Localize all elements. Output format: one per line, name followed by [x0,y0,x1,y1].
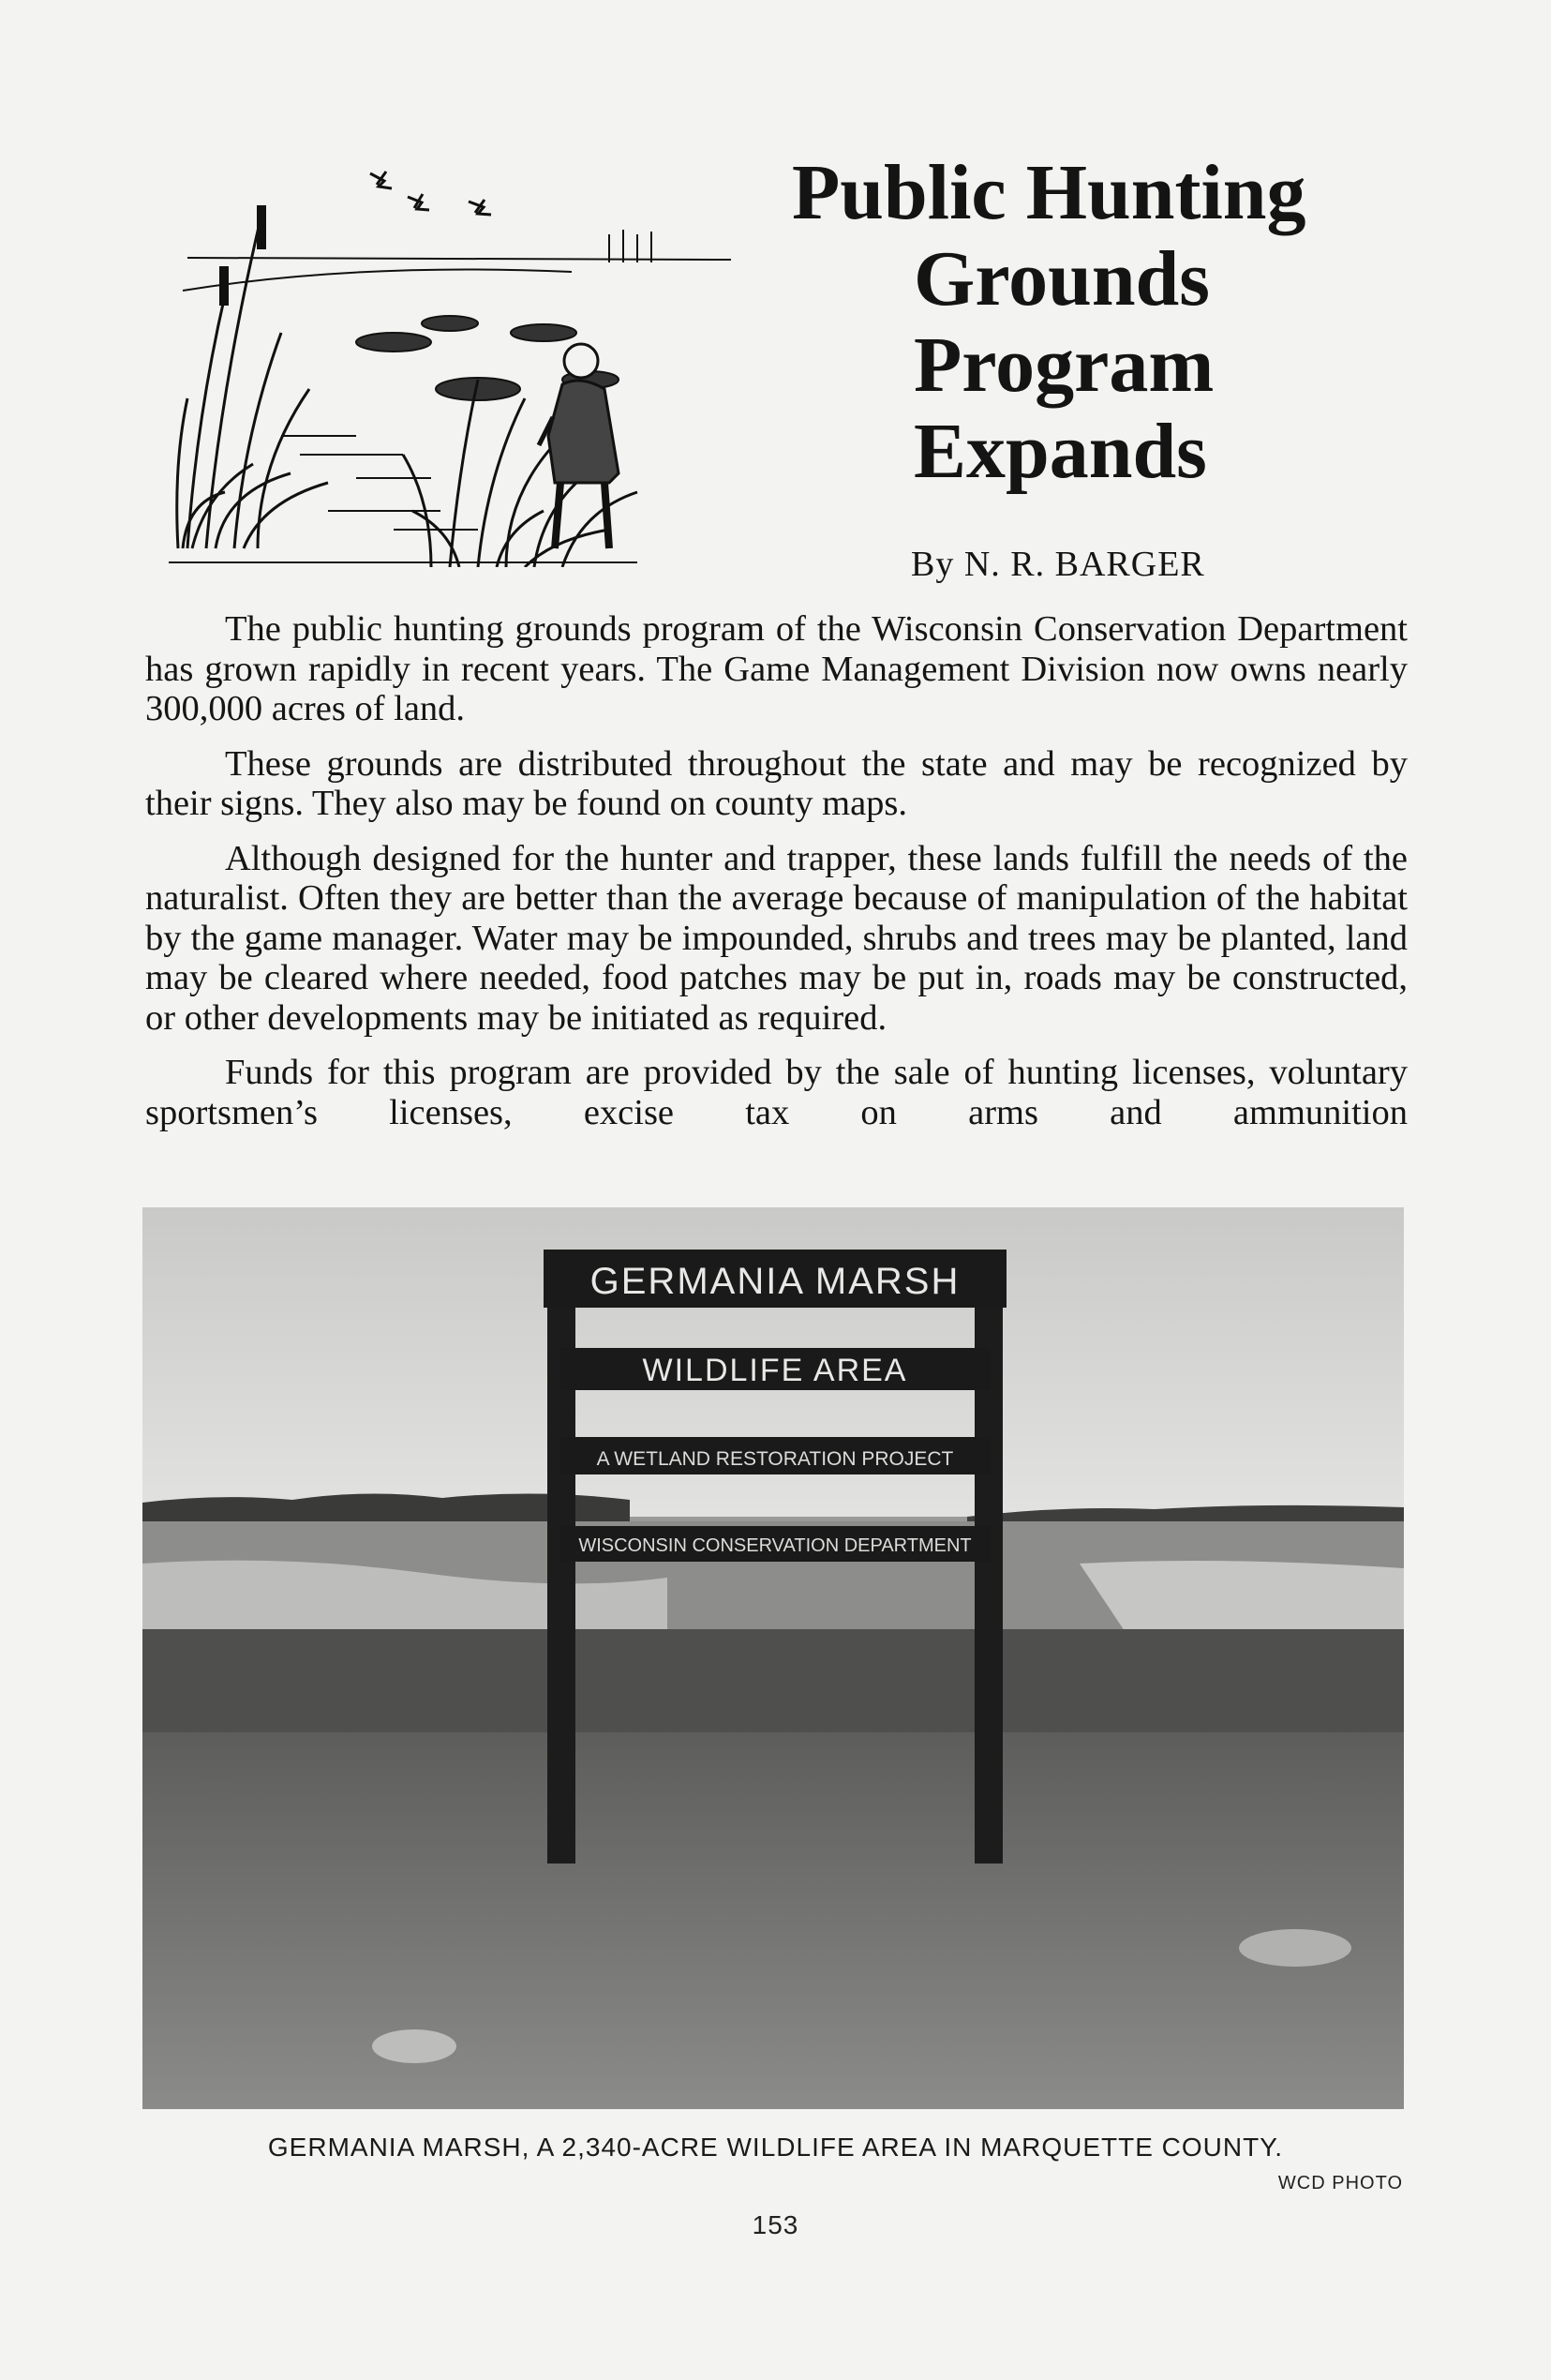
byline: By N. R. BARGER [911,545,1205,584]
title-line: Expands [914,408,1207,495]
photo-caption: GERMANIA MARSH, A 2,340-ACRE WILDLIFE AREA IN MARQUETTE COUNTY. [267,2133,1284,2162]
sign-line-2: WILDLIFE AREA [642,1353,908,1388]
article-title [792,150,1448,495]
sign-line-1: GERMANIA MARSH [589,1261,961,1302]
title-line: Program [914,322,1215,409]
page-number: 153 [752,2210,799,2239]
sign-line-3: A WETLAND RESTORATION PROJECT [596,1448,954,1470]
title-line: Grounds [914,235,1210,322]
title-line: Public Hunting [792,149,1306,236]
paragraph: Although designed for the hunter and trapper, these lands fulfill the needs of the naturalist. Often they are better than the average because of manipulation of the habitat by the game manager. Water may be impounded, shrubs and trees may be planted, land may be cleared where needed, food patches may be put in, roads may be constructed, or other developments may be initiated as required. [145,838,1408,1038]
photo-credit: WCD PHOTO [1277,2173,1403,2193]
germania-marsh-photo [142,1207,1404,2109]
paragraph: The public hunting grounds program of the Wisconsin Conservation Department has grown rapidly in recent years. The Game Management Division now owns nearly 300,000 acres of land. [145,609,1408,728]
article-body [145,609,1408,1147]
marsh-hunter-illustration [169,155,740,567]
paragraph: Funds for this program are provided by the sale of hunting licenses, voluntary sportsmen’s licenses, excise tax on arms and ammunition [145,1053,1408,1132]
paragraph: These grounds are distributed throughout the state and may be recognized by their signs. They also may be found on county maps. [145,743,1408,823]
sign-line-4: WISCONSIN CONSERVATION DEPARTMENT [578,1535,972,1556]
